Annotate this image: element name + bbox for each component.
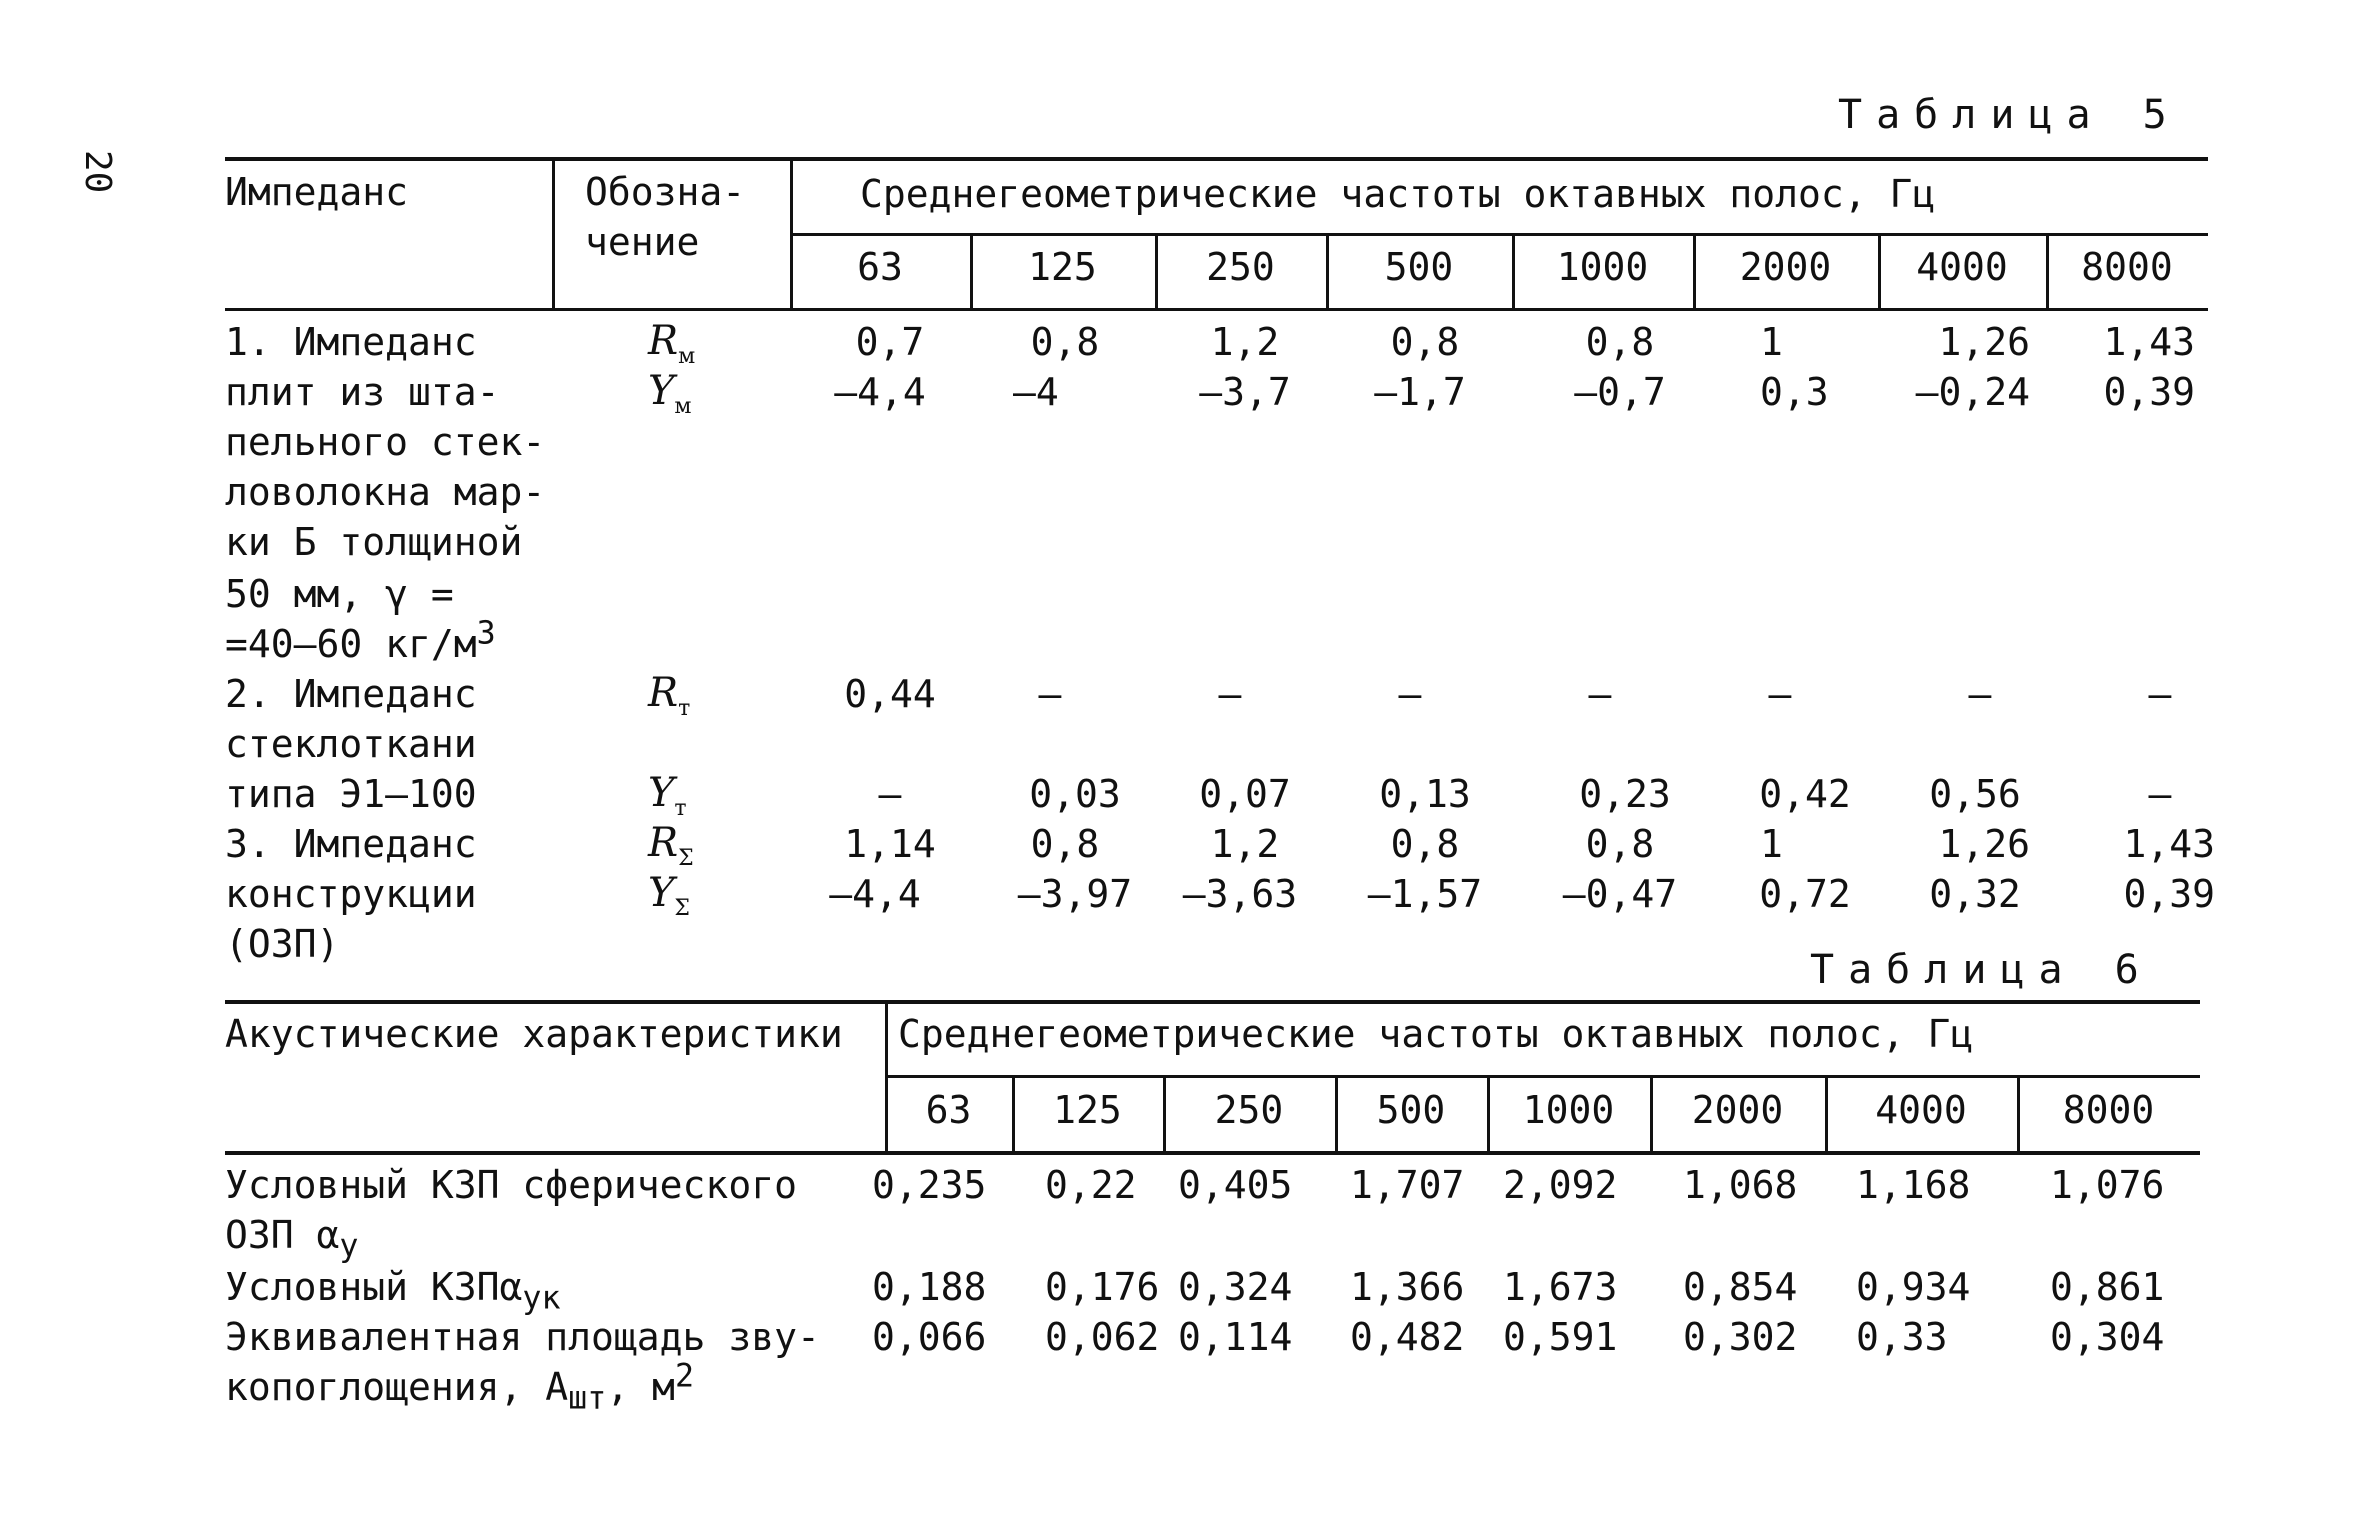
row1-label-line: ки Б толщиной	[225, 520, 523, 564]
table5-value: –	[878, 772, 902, 816]
table6-header-bottom-rule	[225, 1151, 2200, 1155]
t6-row2-label-text: Условный КЗПα	[225, 1265, 523, 1309]
symbol-y-t	[648, 770, 687, 821]
table6-value: 1,707	[1350, 1163, 1465, 1207]
table5-freq-500: 500	[1384, 245, 1454, 289]
table5-value: –1,7	[1374, 370, 1466, 414]
table6-value: 1,168	[1856, 1163, 1971, 1207]
table5-value: –	[1588, 672, 1612, 716]
table6-value: 0,235	[872, 1163, 987, 1207]
table6-value: 0,591	[1503, 1315, 1618, 1359]
table6-freq-8000: 8000	[2062, 1088, 2155, 1132]
table5-header-impedance: Импеданс	[225, 170, 409, 214]
symbol-letter: Y	[648, 770, 675, 816]
t6-row1-label-line1: Условный КЗП сферического	[225, 1163, 797, 1207]
row3-label-line: 3. Импеданс	[225, 822, 477, 866]
table6-value: 0,405	[1178, 1163, 1293, 1207]
table5-header-designation-1: Обозна-	[585, 170, 746, 214]
table6-value: 0,188	[872, 1265, 987, 1309]
row3-label-line: (ОЗП)	[225, 922, 340, 966]
table5-value: 0,7	[855, 320, 925, 364]
table5-value: 1,2	[1210, 822, 1280, 866]
symbol-y-sigma	[648, 870, 690, 921]
row2-label-line: стеклоткани	[225, 722, 477, 766]
symbol-sub: т	[678, 696, 691, 721]
table5-value: 0,72	[1759, 872, 1851, 916]
table6-freq-rule	[885, 1075, 2200, 1078]
table6-value: 1,068	[1683, 1163, 1798, 1207]
table6-freq-1000: 1000	[1522, 1088, 1615, 1132]
table6-freq-125: 125	[1053, 1088, 1122, 1132]
table5-value: –0,47	[1562, 872, 1678, 916]
table5-value: –1,57	[1367, 872, 1483, 916]
table5-value: 1,2	[1210, 320, 1280, 364]
table5-value: 0,07	[1199, 772, 1291, 816]
table6-value: 0,22	[1045, 1163, 1137, 1207]
table5-freq-63: 63	[857, 245, 903, 289]
symbol-sub: т	[674, 796, 687, 821]
table5-freq-125: 125	[1028, 245, 1097, 289]
table5-value: 0,42	[1759, 772, 1851, 816]
row2-label-line: типа Э1–100	[225, 772, 477, 816]
t6-row2-label	[225, 1265, 561, 1317]
table5-value: 0,39	[2103, 370, 2195, 414]
row3-label-line: конструкции	[225, 872, 477, 916]
row2-label-line: 2. Импеданс	[225, 672, 477, 716]
symbol-sub: Σ	[674, 896, 690, 921]
table6-freq-500: 500	[1376, 1088, 1446, 1132]
symbol-sub: Σ	[678, 846, 694, 871]
table6-value: 0,302	[1683, 1315, 1798, 1359]
table5-freq-250: 250	[1206, 245, 1275, 289]
table5-freq-4000: 4000	[1916, 245, 2008, 289]
symbol-letter: R	[648, 820, 679, 866]
table5-value: 0,56	[1929, 772, 2021, 816]
table5-value: –4	[1013, 370, 1059, 414]
table5-value: –3,97	[1017, 872, 1133, 916]
table6-freq-4000: 4000	[1875, 1088, 1967, 1132]
table5-value: –0,7	[1574, 370, 1666, 414]
table5-value: –0,24	[1915, 370, 2030, 414]
table6-value: 0,066	[872, 1315, 987, 1359]
table5-value: –	[1398, 672, 1422, 716]
t6-row3-label-line1: Эквивалентная площадь зву-	[225, 1315, 820, 1359]
row1-label-line: пельного стек-	[225, 420, 546, 464]
table6-value: 0,854	[1683, 1265, 1798, 1309]
table5-value: 0,32	[1929, 872, 2021, 916]
table6-value: 0,176	[1045, 1265, 1160, 1309]
table5-value: 1	[1760, 822, 1783, 866]
row1-label-line: плит из шта-	[225, 370, 500, 414]
symbol-r-sigma	[648, 820, 694, 871]
table5-value: –	[1218, 672, 1242, 716]
row1-label-line: ловолокна мар-	[225, 470, 546, 514]
table6-value: 0,934	[1856, 1265, 1971, 1309]
t6-row3-label-sup: 2	[674, 1358, 694, 1395]
table5-value: –	[1038, 672, 1062, 716]
t6-row3-label-text: копоглощения, А	[225, 1365, 569, 1409]
row1-label-sup: 3	[476, 615, 496, 652]
symbol-sub: м	[674, 394, 692, 419]
symbol-letter: Y	[648, 368, 675, 414]
table6-caption: Таблица 6	[1810, 947, 2153, 993]
t6-row3-label-line2	[225, 1358, 694, 1417]
table6-value: 0,324	[1178, 1265, 1293, 1309]
table6-value: 0,304	[2050, 1315, 2165, 1359]
table5-value: –	[2148, 672, 2172, 716]
table5-value: 0,13	[1379, 772, 1471, 816]
table5-value: 0,23	[1579, 772, 1671, 816]
table5-value: 0,8	[1585, 320, 1655, 364]
symbol-letter: R	[648, 318, 679, 364]
table6-freq-63: 63	[925, 1088, 972, 1132]
table5-freq-1000: 1000	[1556, 245, 1649, 289]
table5-value: 1,26	[1938, 320, 2030, 364]
table5-value: –	[1768, 672, 1792, 716]
table6-value: 0,482	[1350, 1315, 1465, 1359]
t6-row1-label-sub: у	[339, 1228, 359, 1265]
table6-value: 0,062	[1045, 1315, 1160, 1359]
row1-label-last-text: =40–60 кг/м	[225, 622, 477, 666]
table6-freq-250: 250	[1214, 1088, 1284, 1132]
row1-label-line: 50 мм, γ =	[225, 572, 454, 616]
table5-value: –4,4	[834, 370, 926, 414]
table6-value: 1,673	[1503, 1265, 1618, 1309]
table6-top-rule	[225, 1000, 2200, 1004]
table5-top-rule	[225, 157, 2208, 161]
table5-value: 1,26	[1938, 822, 2030, 866]
table6-value: 1,366	[1350, 1265, 1465, 1309]
table6-value: 1,076	[2050, 1163, 2165, 1207]
table5-value: –3,63	[1182, 872, 1298, 916]
table5-value: 0,8	[1390, 822, 1460, 866]
table5-value: 0,39	[2123, 872, 2215, 916]
t6-row1-label-line2	[225, 1213, 359, 1265]
table5-value: 1,43	[2123, 822, 2215, 866]
table5-value: –	[2148, 772, 2172, 816]
table5-value: –	[1968, 672, 1992, 716]
t6-row2-label-sub: ук	[522, 1280, 561, 1317]
table5-value: 0,03	[1029, 772, 1121, 816]
table6-value: 0,114	[1178, 1315, 1293, 1359]
table5-header-frequencies: Среднегеометрические частоты октавных полос, Гц	[860, 172, 1936, 216]
page-number: 20	[77, 150, 118, 194]
table5-value: 0,8	[1585, 822, 1655, 866]
table5-value: –3,7	[1199, 370, 1291, 414]
row1-label-line: 1. Импеданс	[225, 320, 477, 364]
table6-value: 0,33	[1856, 1315, 1948, 1359]
table5-value: 1	[1760, 320, 1783, 364]
table5-value: 0,44	[844, 672, 936, 716]
symbol-r-m	[648, 318, 696, 369]
table5-freq-8000: 8000	[2081, 245, 2173, 289]
symbol-sub: м	[678, 344, 696, 369]
table5-value: –4,4	[829, 872, 921, 916]
table5-value: 0,8	[1030, 320, 1100, 364]
t6-row3-label-sub: шт	[568, 1380, 607, 1417]
table6-header-acoustic: Акустические характеристики	[225, 1012, 843, 1056]
table5-freq-rule	[790, 233, 2208, 236]
table5-freq-2000: 2000	[1739, 245, 1832, 289]
table6-header-frequencies: Среднегеометрические частоты октавных полос, Гц	[898, 1012, 1974, 1056]
table5-value: 1,43	[2103, 320, 2195, 364]
table6-value: 2,092	[1503, 1163, 1618, 1207]
table5-value: 0,3	[1760, 370, 1829, 414]
table5-vrule	[552, 159, 555, 310]
table6-freq-2000: 2000	[1691, 1088, 1784, 1132]
table5-header-bottom-rule	[225, 308, 2208, 311]
table6-value: 0,861	[2050, 1265, 2165, 1309]
symbol-r-t	[648, 670, 691, 721]
row1-label-last	[225, 615, 496, 666]
table5-caption: Таблица 5	[1838, 92, 2181, 138]
table5-value: 0,8	[1390, 320, 1460, 364]
table5-value: 1,14	[844, 822, 936, 866]
t6-row1-label-text: ОЗП α	[225, 1213, 340, 1257]
table5-header-designation-2: чение	[585, 220, 700, 264]
table5-value: 0,8	[1030, 822, 1100, 866]
symbol-letter: R	[648, 670, 679, 716]
symbol-letter: Y	[648, 870, 675, 916]
symbol-y-m	[648, 368, 692, 419]
t6-row3-label-tail: , м	[606, 1365, 675, 1409]
